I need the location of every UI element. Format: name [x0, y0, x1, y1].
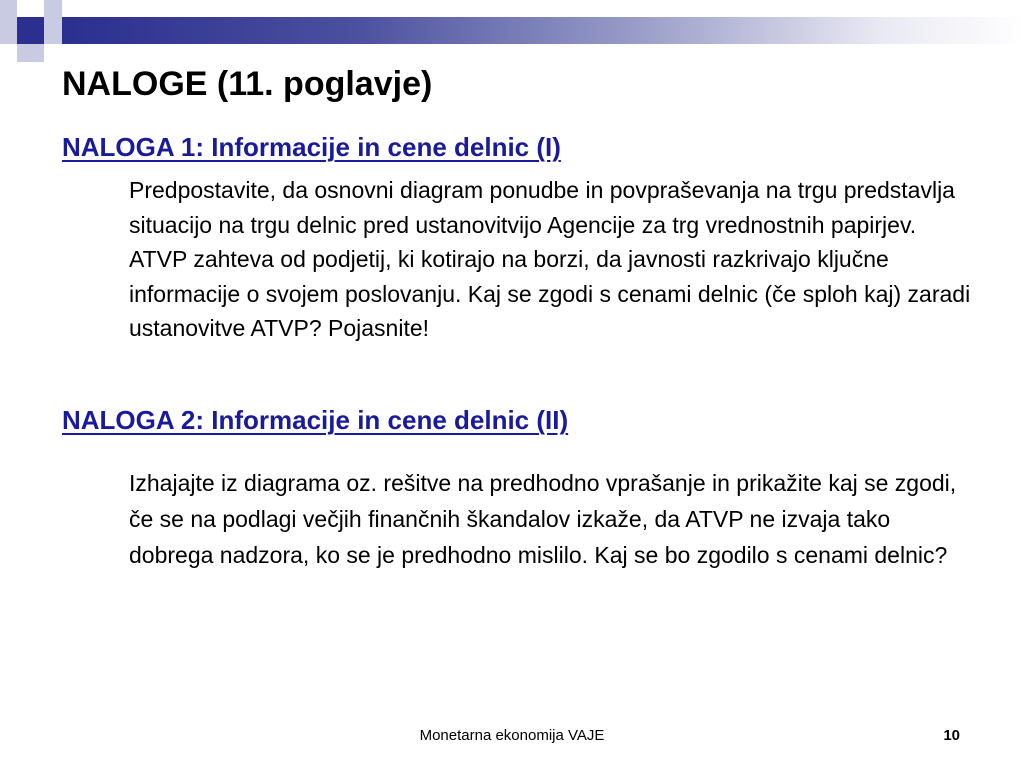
decor-square — [17, 44, 44, 62]
slide-title: NALOGE (11. poglavje) — [62, 65, 433, 103]
header-gradient-bar — [62, 17, 1024, 44]
task-2-heading: NALOGA 2: Informacije in cene delnic (II) — [62, 405, 569, 435]
task-1-text: Predpostavite, da osnovni diagram ponudbe in povpraševanja na trgu predstavlja situacijo na trgu delnic pred ustanovitvijo Agencije za trg vrednostnih papirjev. ATVP zahteva od podjetij, ki kotirajo na borzi, da javnosti razkrivajo ključne informacije o svojem poslovanju. Kaj se zgodi s cenami delnic (če sploh kaj) zaradi ustanovitve ATVP? Pojasnite! — [129, 177, 971, 341]
decor-square — [17, 17, 44, 44]
task-1-heading: NALOGA 1: Informacije in cene delnic (I) — [62, 132, 561, 162]
footer-text: Monetarna ekonomija VAJE — [419, 727, 605, 744]
decor-square — [0, 0, 17, 17]
decor-square — [0, 17, 17, 44]
decor-square — [44, 0, 62, 17]
task-2-text: Izhajajte iz diagrama oz. rešitve na predhodno vprašanje in prikažite kaj se zgodi, če se na podlagi večjih finančnih škandalov izkaže, da ATVP ne izvaja tako dobrega nadzora, ko se je predhodno mislilo. Kaj se bo zgodilo s cenami delnic? — [129, 470, 957, 568]
decor-square — [44, 44, 62, 62]
decor-square — [17, 0, 44, 17]
page-number: 10 — [943, 727, 960, 744]
decor-square — [44, 17, 62, 44]
